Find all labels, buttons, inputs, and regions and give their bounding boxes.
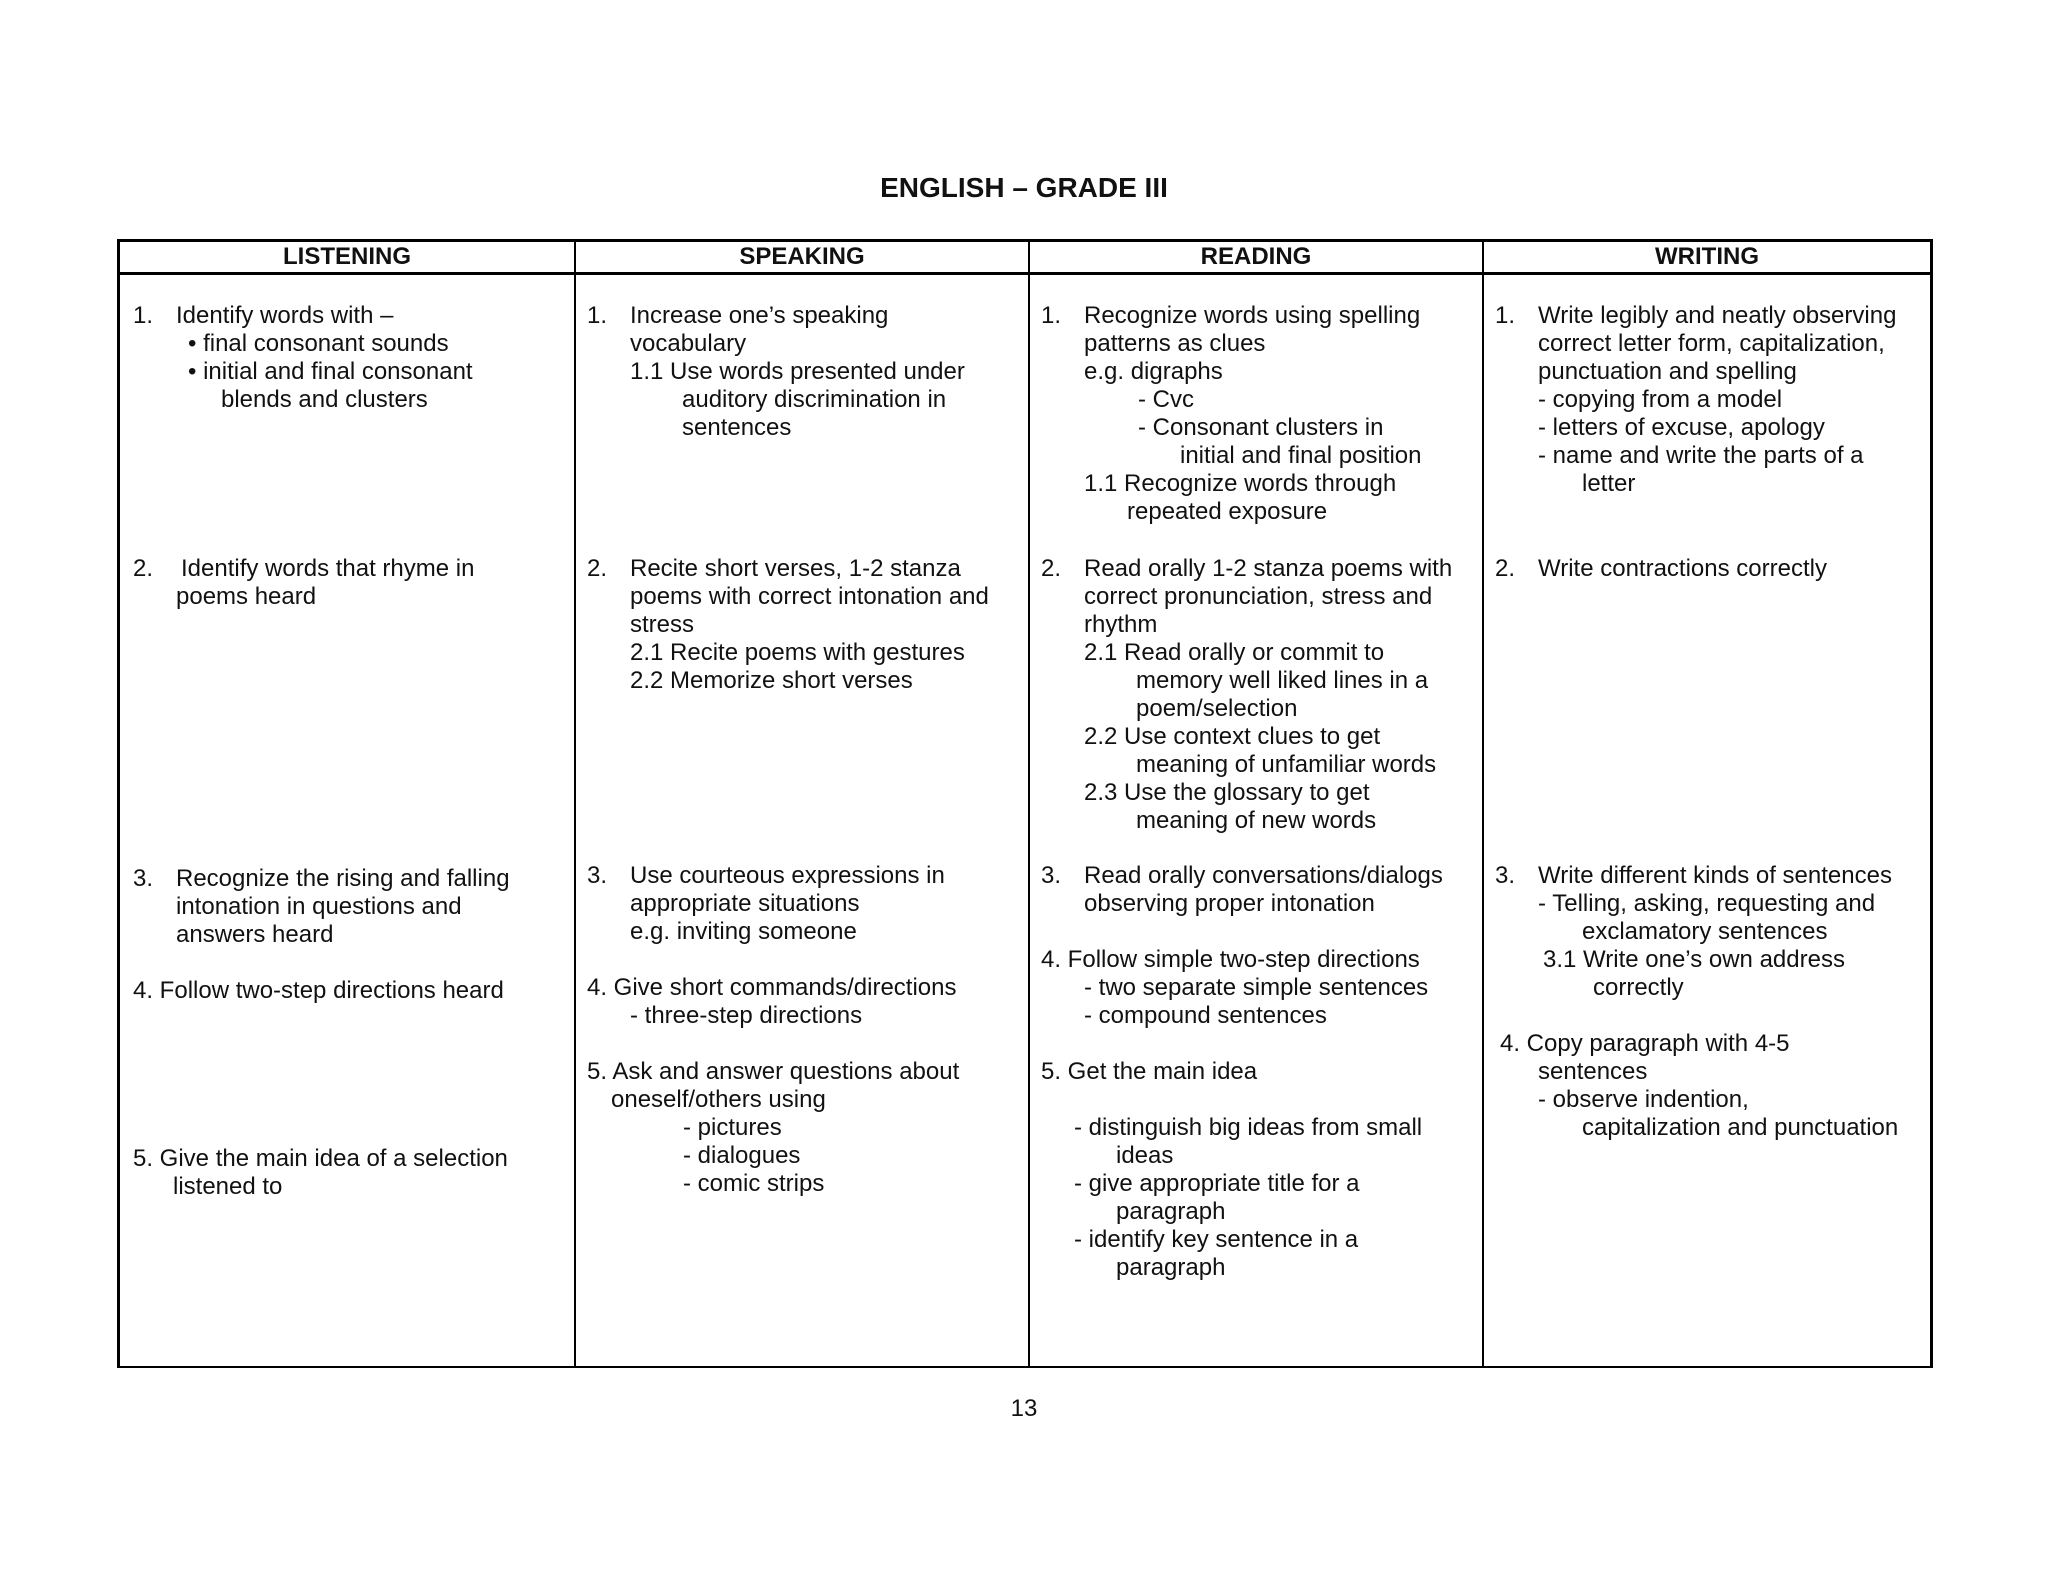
header-divider	[120, 272, 1930, 275]
reading-item-1: 1. Recognize words using spelling patterns as clues e.g. digraphs - Cvc - Consonant clusters in initial and final position 1.1 Recognize words through repeated exposure	[1041, 302, 1422, 525]
speaking-item-2: 2. Recite short verses, 1-2 stanza poems with correct intonation and stress 2.1 Recite poems with gestures 2.2 Memorize short verses	[587, 555, 989, 694]
curriculum-table	[117, 239, 1933, 1368]
writing-item-1: 1. Write legibly and neatly observing correct letter form, capitalization, punctuation and spelling - copying from a model - letters of excuse, apology - name and write the parts of a letter	[1495, 302, 1897, 497]
reading-item-3-5: 3. Read orally conversations/dialogs observing proper intonation 4. Follow simple two-step directions - two separate simple sentences - compound sentences 5. Get the main idea - distinguish big ideas from small ideas - give appropriate title for a paragraph - identify key sentence in a paragraph	[1041, 862, 1443, 1281]
listening-item-3-5: 3. Recognize the rising and falling intonation in questions and answers heard 4. Follow two-step directions heard 5. Give the main idea of a selection listened to	[133, 865, 510, 1200]
column-header-listening: LISTENING	[282, 243, 411, 270]
column-divider	[1482, 242, 1484, 1366]
listening-item-1: 1. Identify words with – • final consonant sounds • initial and final consonant blends and clusters	[133, 302, 473, 413]
column-header-reading: READING	[1200, 243, 1312, 270]
speaking-item-1: 1. Increase one’s speaking vocabulary 1.1 Use words presented under auditory discrimination in sentences	[587, 302, 965, 441]
reading-item-2: 2. Read orally 1-2 stanza poems with correct pronunciation, stress and rhythm 2.1 Read orally or commit to memory well liked lines in a poem/selection 2.2 Use context clues to get meaning of unfamiliar words 2.3 Use the glossary to get meaning of new words	[1041, 555, 1453, 834]
writing-item-2: 2. Write contractions correctly	[1495, 555, 1827, 582]
column-divider	[1028, 242, 1030, 1366]
page-title: ENGLISH – GRADE III	[880, 172, 1168, 203]
column-divider	[574, 242, 576, 1366]
writing-item-3-4: 3. Write different kinds of sentences - Telling, asking, requesting and exclamatory sentences 3.1 Write one’s own address correctly 4. Copy paragraph with 4-5 sentences - observe indention, capitalization and punctuation	[1495, 862, 1899, 1141]
column-header-speaking: SPEAKING	[739, 243, 865, 270]
column-header-writing: WRITING	[1655, 243, 1759, 270]
listening-item-2: 2. Identify words that rhyme in poems heard	[133, 555, 475, 610]
speaking-item-3-5: 3. Use courteous expressions in appropriate situations e.g. inviting someone 4. Give short commands/directions - three-step directions 5. Ask and answer questions about oneself/others using - pictures - dialogues - comic strips	[587, 862, 960, 1197]
page-number: 13	[1010, 1395, 1038, 1422]
